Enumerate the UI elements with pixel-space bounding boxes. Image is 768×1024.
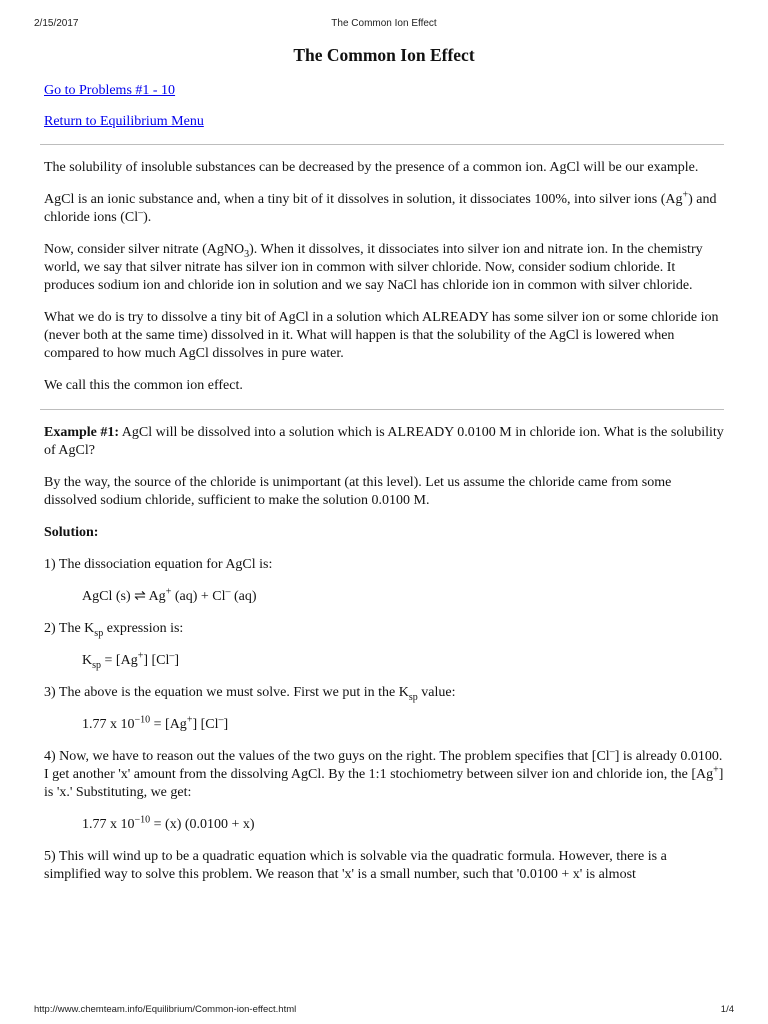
- silver-nitrate-paragraph: Now, consider silver nitrate (AgNO$_3$). When it dissolves, it dissociates into silver ion and nitrate ion. In the chemistry world, we say that silver nitrate has silver ion in common with silver chloride. Now, consider sodium chloride. It produces sodium ion and chloride ion in solution and we say NaCl has chloride ion in common with silver chloride.: [44, 242, 703, 293]
- footer-url: http://www.chemteam.info/Equilibrium/Common-ion-effect.html: [34, 1004, 297, 1015]
- page-content: [44, 44, 724, 898]
- print-title: The Common Ion Effect: [331, 18, 437, 29]
- equilibrium-menu-link[interactable]: Return to Equilibrium Menu: [44, 114, 204, 129]
- step-5: 5) This will wind up to be a quadratic equation which is solvable via the quadratic formula. However, there is a simplified way to solve this problem. We reason that 'x' is a small number, such that '0.0100 + x' is almost: [44, 849, 667, 882]
- nav-links: [44, 82, 724, 131]
- problems-link[interactable]: Go to Problems #1 - 10: [44, 83, 176, 98]
- step-4: 4) Now, we have to reason out the values of the two guys on the right. The problem specifies that [Cl–] is already 0.0100. I get another 'x' amount from the dissolving AgCl. By the 1:1 stochiometry between silver ion and chloride ion, the [Ag+] is 'x.' Substituting, we get:: [44, 746, 724, 800]
- page-number: 1/4: [720, 1004, 734, 1015]
- example-note: By the way, the source of the chloride is unimportant (at this level). Let us assume the chloride came from some dissolved sodium chloride, sufficient to make the solution 0.0100 M.: [44, 475, 672, 508]
- ionic-paragraph: AgCl is an ionic substance and, when a tiny bit of it dissolves in solution, it dissociates 100%, into silver ions (Ag+) and chloride ions (Cl–).: [44, 189, 717, 225]
- step-2: 2) The $K_{sp}$ expression is:: [44, 621, 184, 639]
- example-label: Example #1:: [44, 425, 120, 440]
- dissolve-paragraph: What we do is try to dissolve a tiny bit of AgCl in a solution which ALREADY has some silver ion or some chloride ion (never both at the same time) dissolved in it. What will happen is that the solubility of the AgCl is lowered when compared to how much AgCl dissolves in pure water.: [44, 310, 719, 361]
- solution-label: Solution:: [44, 525, 99, 540]
- print-date: 2/15/2017: [34, 18, 79, 29]
- step-3: 3) The above is the equation we must solve. First we put in the $K_{sp}$ value:: [44, 685, 456, 703]
- example-question: Example #1: AgCl will be dissolved into a solution which is ALREADY 0.0100 M in chloride ion. What is the solubility of AgCl?: [44, 425, 724, 458]
- ksp-value-equation: 1.77 x $10^{-10} = [Ag^+]$ [Cl–]: [82, 714, 229, 732]
- dissociation-equation: AgCl (s) ⇌ Ag+ (aq) + Cl– (aq): [82, 586, 257, 604]
- divider: [40, 144, 724, 145]
- definition-paragraph: We call this the common ion effect.: [44, 378, 243, 393]
- step-1: 1) The dissociation equation for AgCl is:: [44, 557, 273, 572]
- divider: [40, 409, 724, 410]
- ksp-expression: $K_{sp} = [Ag^+]$ [Cl–]: [82, 650, 180, 671]
- substituted-equation: 1.77 x $10^{-10} = (x) (0.0100 + x)$: [82, 814, 255, 832]
- page-title: The Common Ion Effect: [293, 45, 475, 65]
- intro-paragraph: The solubility of insoluble substances can be decreased by the presence of a common ion. AgCl will be our example.: [44, 160, 699, 175]
